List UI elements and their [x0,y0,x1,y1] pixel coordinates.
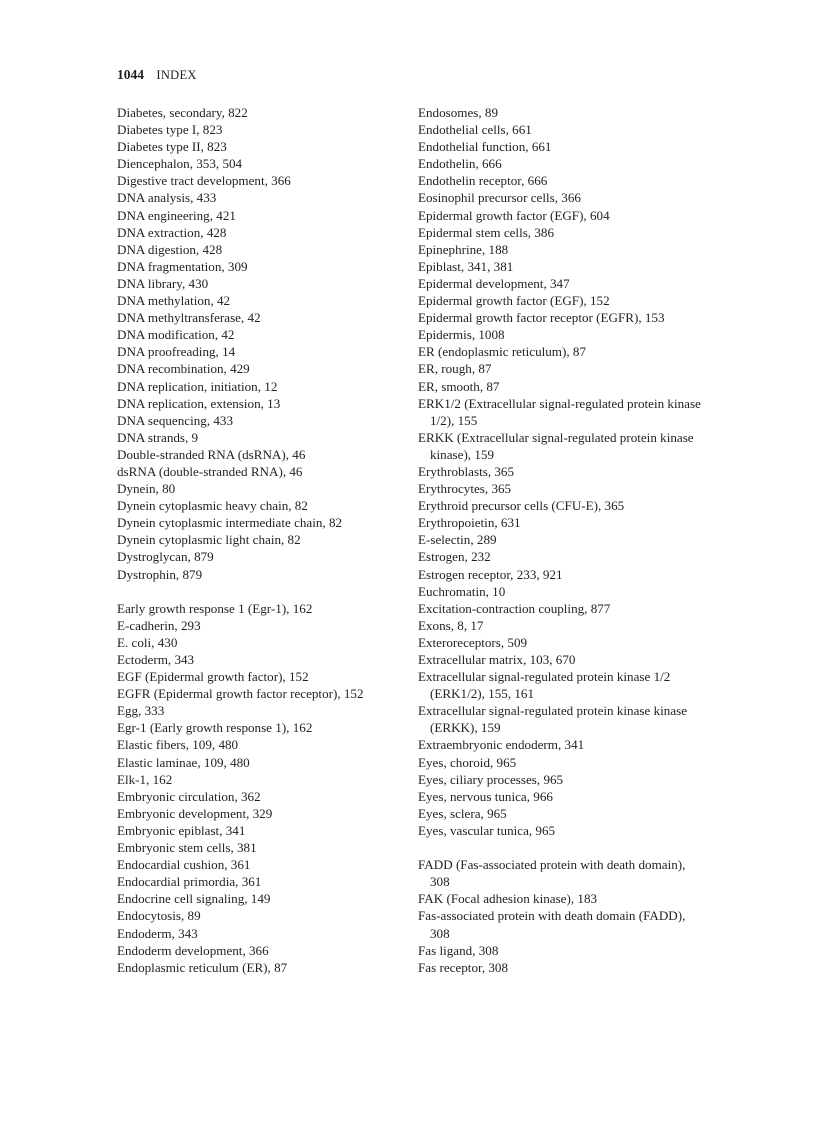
index-entry: Erythrocytes, 365 [418,481,512,497]
index-entry: Eosinophil precursor cells, 366 [418,190,581,206]
index-entry: Epinephrine, 188 [418,241,509,257]
index-entry: Fas-associated protein with death domain (FADD), 308 [418,908,686,941]
index-entry: Dynein, 80 [117,481,176,497]
index-entry: DNA recombination, 429 [117,361,250,377]
index-entry: Endoplasmic reticulum (ER), 87 [117,959,288,975]
index-entry: Endothelin, 666 [418,156,502,172]
index-entry: Epiblast, 341, 381 [418,258,514,274]
index-entry: Epidermis, 1008 [418,327,505,343]
index-entry: Estrogen receptor, 233, 921 [418,566,563,582]
index-entry: Eyes, sclera, 965 [418,805,507,821]
index-entry: Endothelial function, 661 [418,139,552,155]
index-entry: DNA fragmentation, 309 [117,258,248,274]
index-entry: DNA modification, 42 [117,327,235,343]
index-entry: E-cadherin, 293 [117,617,201,633]
index-entry: Endocytosis, 89 [117,908,201,924]
index-entry: Endocardial primordia, 361 [117,874,262,890]
index-entry: DNA extraction, 428 [117,224,227,240]
index-entry: DNA digestion, 428 [117,241,223,257]
index-entry: Endothelial cells, 661 [418,122,532,138]
index-entry: DNA replication, initiation, 12 [117,378,278,394]
index-entry: ERKK (Extracellular signal-regulated protein kinase kinase), 159 [418,429,694,462]
index-entry: Dynein cytoplasmic heavy chain, 82 [117,498,308,514]
index-entry: Endocardial cushion, 361 [117,857,251,873]
index-entry: DNA methylation, 42 [117,293,231,309]
index-entry: Diabetes, secondary, 822 [117,105,248,120]
index-entry: DNA library, 430 [117,275,209,291]
index-entry: Fas ligand, 308 [418,942,499,958]
index-entry: DNA analysis, 433 [117,190,217,206]
index-entry: ER, rough, 87 [418,361,492,377]
index-entry: Endothelin receptor, 666 [418,173,548,189]
index-column-right [418,104,708,976]
index-entry: Excitation-contraction coupling, 877 [418,600,611,616]
index-entry: dsRNA (double-stranded RNA), 46 [117,463,303,479]
index-entry: E. coli, 430 [117,634,178,650]
letter-group-gap [418,839,708,856]
index-entry: Endoderm development, 366 [117,942,269,958]
index-entry: Epidermal development, 347 [418,275,570,291]
index-entry: EGFR (Epidermal growth factor receptor), 152 [117,686,364,702]
index-entry: Egr-1 (Early growth response 1), 162 [117,720,313,736]
index-entry: DNA strands, 9 [117,429,199,445]
index-entry: Dystroglycan, 879 [117,549,214,565]
index-entry: Estrogen, 232 [418,549,491,565]
index-entry: Extracellular signal-regulated protein kinase kinase (ERKK), 159 [418,703,688,736]
index-entry: Egg, 333 [117,703,165,719]
index-entry: Extraembryonic endoderm, 341 [418,737,585,753]
index-entry: Eyes, choroid, 965 [418,754,517,770]
running-title: INDEX [156,68,197,82]
index-entry: DNA sequencing, 433 [117,412,234,428]
index-entry: FAK (Focal adhesion kinase), 183 [418,891,598,907]
index-entry: DNA methyltransferase, 42 [117,310,261,326]
index-entry: ER (endoplasmic reticulum), 87 [418,344,586,360]
index-entry: Erythroid precursor cells (CFU-E), 365 [418,498,625,514]
letter-group-gap [117,583,392,600]
index-entry: Endoderm, 343 [117,925,198,941]
index-entry: Diabetes type I, 823 [117,122,223,138]
page-number: 1044 [117,67,144,82]
index-entry: Erythroblasts, 365 [418,463,515,479]
index-entry: Double-stranded RNA (dsRNA), 46 [117,446,306,462]
index-entry: Early growth response 1 (Egr-1), 162 [117,600,313,616]
index-entry: Elastic laminae, 109, 480 [117,754,250,770]
index-entry: Extracellular signal-regulated protein kinase 1/2 (ERK1/2), 155, 161 [418,669,671,702]
index-entry: Diencephalon, 353, 504 [117,156,243,172]
index-entry: Embryonic epiblast, 341 [117,822,246,838]
index-entry: Endosomes, 89 [418,105,499,120]
index-entry: Endocrine cell signaling, 149 [117,891,271,907]
index-entry: Epidermal growth factor (EGF), 152 [418,293,610,309]
index-entry: EGF (Epidermal growth factor), 152 [117,669,309,685]
index-entry: Extracellular matrix, 103, 670 [418,652,576,667]
index-entry: Ectoderm, 343 [117,652,195,667]
index-entry: Epidermal growth factor (EGF), 604 [418,207,610,223]
index-entry: DNA engineering, 421 [117,207,236,223]
index-entry: Epidermal stem cells, 386 [418,224,554,240]
index-entry: Eyes, nervous tunica, 966 [418,788,553,804]
index-entry: Erythropoietin, 631 [418,515,521,531]
index-entry: Dynein cytoplasmic light chain, 82 [117,532,301,548]
index-entry: ER, smooth, 87 [418,378,500,394]
index-entry: Exons, 8, 17 [418,617,484,633]
index-entry: FADD (Fas-associated protein with death domain), 308 [418,857,686,890]
index-entry: Elk-1, 162 [117,771,173,787]
index-entry: Euchromatin, 10 [418,583,506,599]
index-entry: Epidermal growth factor receptor (EGFR), 153 [418,310,665,326]
index-column-left [117,104,392,976]
index-entry: Digestive tract development, 366 [117,173,291,189]
index-entry: Diabetes type II, 823 [117,139,227,155]
index-entry: Dystrophin, 879 [117,566,203,582]
index-entry: Eyes, vascular tunica, 965 [418,822,556,838]
index-entry: Dynein cytoplasmic intermediate chain, 82 [117,515,343,531]
index-entry: Embryonic circulation, 362 [117,788,261,804]
index-entry: ERK1/2 (Extracellular signal-regulated protein kinase 1/2), 155 [418,395,701,428]
index-entry: DNA replication, extension, 13 [117,395,281,411]
index-entry: Embryonic stem cells, 381 [117,840,257,856]
index-entry: E-selectin, 289 [418,532,497,548]
index-entry: Exteroreceptors, 509 [418,634,528,650]
page-header [117,66,197,84]
index-entry: Elastic fibers, 109, 480 [117,737,239,753]
index-entry: Eyes, ciliary processes, 965 [418,771,564,787]
index-entry: Fas receptor, 308 [418,959,509,975]
index-entry: Embryonic development, 329 [117,805,273,821]
index-entry: DNA proofreading, 14 [117,344,236,360]
